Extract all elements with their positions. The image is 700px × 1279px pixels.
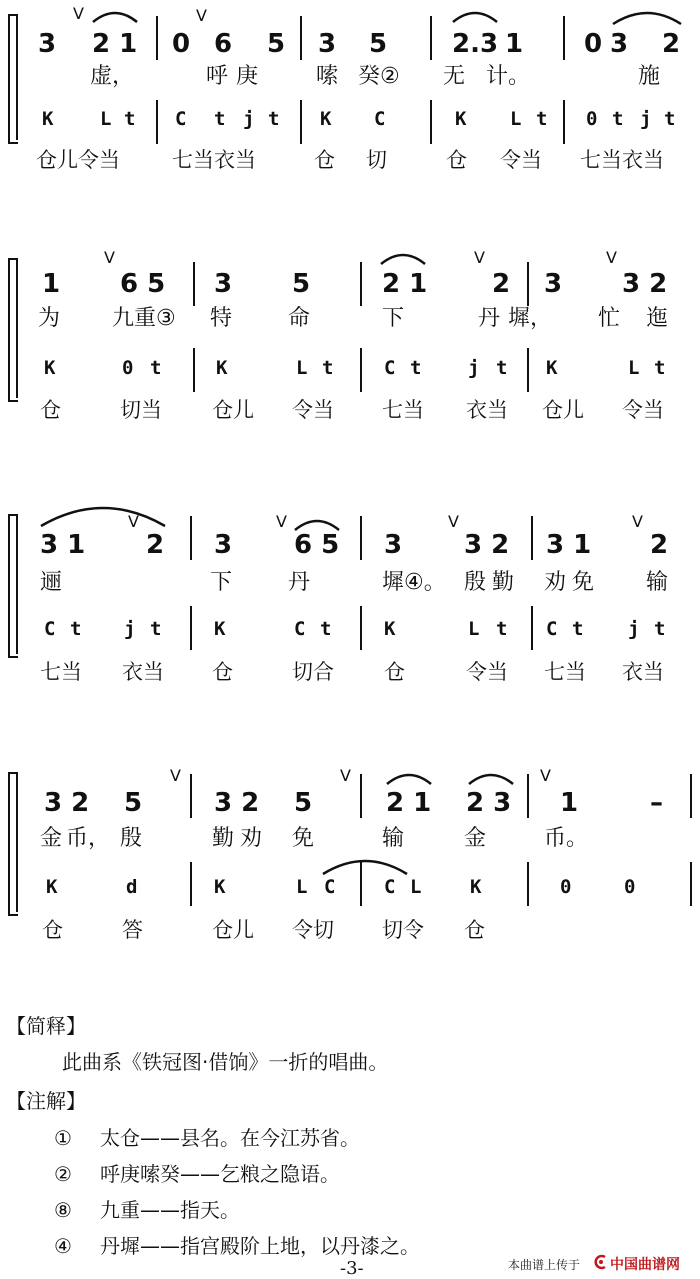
lyric: 丹 [288,570,311,595]
gong-syllable: 七当 [382,398,424,422]
note: 1 [505,29,524,59]
lyric: 九重③ [112,306,176,331]
note: 1 [560,788,579,818]
breath-mark: V [128,512,139,531]
percussion-symbol: t [664,108,676,130]
barline [527,348,529,392]
gong-syllable: 仓儿 [212,918,254,942]
note: 3 2 [622,269,668,299]
percussion-symbol: K [44,357,56,379]
barline [360,606,362,650]
barline [690,774,692,818]
percussion-symbol: t [536,108,548,130]
percussion-symbol: t [612,108,624,130]
commentary-heading: 【简释】 [6,1014,86,1038]
percussion-symbol: t [496,357,508,379]
lyric: 癸② [358,64,400,89]
note: 3 2 [214,788,260,818]
percussion-symbol: C [384,876,396,898]
footnote-number: ⑧ [54,1198,72,1222]
note: 3 2 [44,788,90,818]
note: 1 [42,269,61,299]
notes-heading: 【注解】 [6,1089,86,1113]
system-line [16,514,18,654]
lyric: 殷 [464,570,487,595]
percussion-symbol: t [322,357,334,379]
note: – [650,788,663,818]
footnote-text: 呼庚嗦癸——乞粮之隐语。 [100,1162,340,1186]
barline [156,16,158,60]
percussion-symbol: L [100,108,112,130]
page-number: -3- [340,1258,364,1279]
barline [360,862,362,906]
breath-mark: V [474,248,485,267]
note: 3 [610,29,629,59]
gong-syllable: 仓 [42,918,63,942]
note: 6 5 [294,530,340,560]
upload-credit: 本曲谱上传于 [508,1258,581,1272]
percussion-symbol: L [468,618,480,640]
lyric: 迤 [646,306,669,331]
percussion-symbol: j [628,618,640,640]
barline [190,774,192,818]
note: 3 [38,29,57,59]
note: 2 [650,530,669,560]
breath-mark: V [448,512,459,531]
lyric: 下 [210,570,233,595]
percussion-symbol: K [470,876,482,898]
site-logo: 中国曲谱网 [610,1257,680,1273]
breath-mark: V [276,512,287,531]
barline [527,862,529,906]
percussion-symbol: K [42,108,54,130]
percussion-symbol: K [384,618,396,640]
lyric: 勤 [212,826,235,851]
note: 6 [214,29,233,59]
percussion-symbol: j [243,108,255,130]
breath-mark: V [104,248,115,267]
note: 5 [267,29,286,59]
lyric: 墀， [508,306,553,331]
barline [360,262,362,306]
barline [430,16,432,60]
lyric: 呼 [206,64,229,89]
percussion-symbol: t [150,618,162,640]
percussion-symbol: t [320,618,332,640]
lyric: 免 [572,570,595,595]
footnote-text: 九重——指天。 [100,1198,240,1222]
footnote-item [54,1158,340,1187]
lyric: 劝 [544,570,567,595]
lyric: 币。 [544,826,589,851]
gong-syllable: 仓 [212,660,233,684]
breath-mark: V [196,6,207,25]
lyric: 墀④。 [382,570,446,595]
slur [450,6,500,26]
system-line [16,258,18,398]
gong-syllable: 仓儿 [212,398,254,422]
percussion-symbol: L [628,357,640,379]
percussion-symbol: t [124,108,136,130]
percussion-symbol: K [214,876,226,898]
gong-syllable: 仓 [40,398,61,422]
percussion-symbol: C [175,108,187,130]
barline [156,100,158,144]
percussion-symbol: L [296,357,308,379]
lyric: 计。 [486,64,531,89]
gong-syllable: 切当 [120,398,162,422]
gong-syllable: 切 [366,148,387,172]
gong-syllable: 衣当 [622,660,664,684]
footnote-text: 太仓——县名。在今江苏省。 [100,1126,360,1150]
slur [38,498,168,530]
percussion-symbol: t [572,618,584,640]
note: 3 [384,530,403,560]
barline [360,348,362,392]
footnote-item [54,1194,240,1223]
breath-mark: V [632,512,643,531]
percussion-symbol: 0 [122,357,134,379]
gong-syllable: 仓 [384,660,405,684]
gong-syllable: 衣当 [466,398,508,422]
percussion-symbol: L [296,876,308,898]
site-logo-icon [592,1254,608,1270]
percussion-symbol: L [510,108,522,130]
note: 5 [124,788,143,818]
barline [360,774,362,818]
note: 5 [369,29,388,59]
barline [190,606,192,650]
footnote-item [54,1122,360,1151]
breath-mark: V [170,766,181,785]
barline [563,100,565,144]
note: 3 [214,269,233,299]
slur [378,248,428,268]
gong-syllable: 仓 [314,148,335,172]
lyric: 命 [288,306,311,331]
barline [300,100,302,144]
footnote-text: 丹墀——指宫殿阶上地，以丹漆之。 [100,1234,420,1258]
barline [527,262,529,306]
percussion-symbol: j [124,618,136,640]
breath-mark: V [540,766,551,785]
percussion-symbol: j [640,108,652,130]
lyric: 无 [443,64,466,89]
lyric: 输 [646,570,669,595]
note: 0 [172,29,191,59]
system-line [16,772,18,912]
lyric: 金 [40,826,63,851]
percussion-symbol: t [268,108,280,130]
lyric: 忙 [598,306,621,331]
percussion-symbol: t [70,618,82,640]
breath-mark: V [606,248,617,267]
note: 0 [584,29,603,59]
note: 2 [492,269,511,299]
note: 2.3 [452,29,499,59]
footnote-item [54,1230,420,1259]
lyric: 庚 [236,64,259,89]
note: 3 [214,530,233,560]
percussion-symbol: t [150,357,162,379]
note: 2 [662,29,681,59]
percussion-symbol: 0 [624,876,636,898]
percussion-symbol: j [468,357,480,379]
percussion-symbol: K [216,357,228,379]
percussion-symbol: 0 [586,108,598,130]
gong-syllable: 令当 [500,148,542,172]
barline [531,606,533,650]
lyric: 殷 [120,826,143,851]
note: 2 1 [382,269,428,299]
gong-syllable: 切合 [292,660,334,684]
note: 3 [318,29,337,59]
percussion-symbol: t [654,357,666,379]
gong-syllable: 令当 [466,660,508,684]
note: 3 1 [40,530,86,560]
gong-syllable: 令当 [622,398,664,422]
percussion-symbol: 0 [560,876,572,898]
gong-syllable: 仓儿令当 [36,148,120,172]
commentary-text: 此曲系《铁冠图·借饷》一折的唱曲。 [62,1050,389,1074]
gong-syllable: 仓 [446,148,467,172]
gong-syllable: 七当衣当 [172,148,256,172]
slur [610,6,684,28]
footnote-number: ② [54,1162,72,1186]
breath-mark: V [340,766,351,785]
gong-syllable: 七当 [40,660,82,684]
barline [300,16,302,60]
gong-syllable: 衣当 [122,660,164,684]
percussion-symbol: C [546,618,558,640]
slur [320,854,410,878]
lyric: 金 [464,826,487,851]
note: 3 1 [546,530,592,560]
note: 3 [544,269,563,299]
barline [527,774,529,818]
percussion-symbol: K [214,618,226,640]
lyric: 为 [38,306,61,331]
lyric: 逦 [40,570,63,595]
lyric: 勤 [492,570,515,595]
percussion-symbol: K [455,108,467,130]
note: 2 [146,530,165,560]
slur [384,768,434,788]
lyric: 币， [66,826,111,851]
note: 5 [294,788,313,818]
barline [563,16,565,60]
gong-syllable: 切令 [382,918,424,942]
slur [466,768,516,788]
note: 2 1 [386,788,432,818]
percussion-symbol: K [546,357,558,379]
lyric: 下 [382,306,405,331]
gong-syllable: 七当衣当 [580,148,664,172]
percussion-symbol: t [410,357,422,379]
slur [90,6,140,26]
lyric: 施 [638,64,661,89]
gong-syllable: 答 [122,918,143,942]
gong-syllable: 仓 [464,918,485,942]
note: 3 2 [464,530,510,560]
barline [531,516,533,560]
percussion-symbol: t [214,108,226,130]
percussion-symbol: C [384,357,396,379]
gong-syllable: 七当 [544,660,586,684]
footnote-number: ① [54,1126,72,1150]
percussion-symbol: t [654,618,666,640]
breath-mark: V [73,4,84,23]
note: 2 3 [466,788,512,818]
barline [190,862,192,906]
barline [690,862,692,906]
barline [430,100,432,144]
barline [193,262,195,306]
lyric: 嗦 [316,64,339,89]
percussion-symbol: t [496,618,508,640]
lyric: 特 [210,306,233,331]
note: 5 [292,269,311,299]
barline [190,516,192,560]
lyric: 免 [292,826,315,851]
percussion-symbol: K [46,876,58,898]
gong-syllable: 仓儿 [542,398,584,422]
percussion-symbol: C [374,108,386,130]
footnote-number: ④ [54,1234,72,1258]
system-line [16,14,18,140]
note: 6 5 [120,269,166,299]
barline [360,516,362,560]
lyric: 丹 [478,306,501,331]
note: 2 1 [92,29,138,59]
lyric: 劝 [240,826,263,851]
percussion-symbol: C [294,618,306,640]
lyric: 输 [382,826,405,851]
gong-syllable: 令当 [292,398,334,422]
percussion-symbol: C [324,876,336,898]
gong-syllable: 令切 [292,918,334,942]
percussion-symbol: d [126,876,138,898]
percussion-symbol: L [410,876,422,898]
lyric: 虚， [90,64,135,89]
percussion-symbol: K [320,108,332,130]
percussion-symbol: C [44,618,56,640]
barline [193,348,195,392]
